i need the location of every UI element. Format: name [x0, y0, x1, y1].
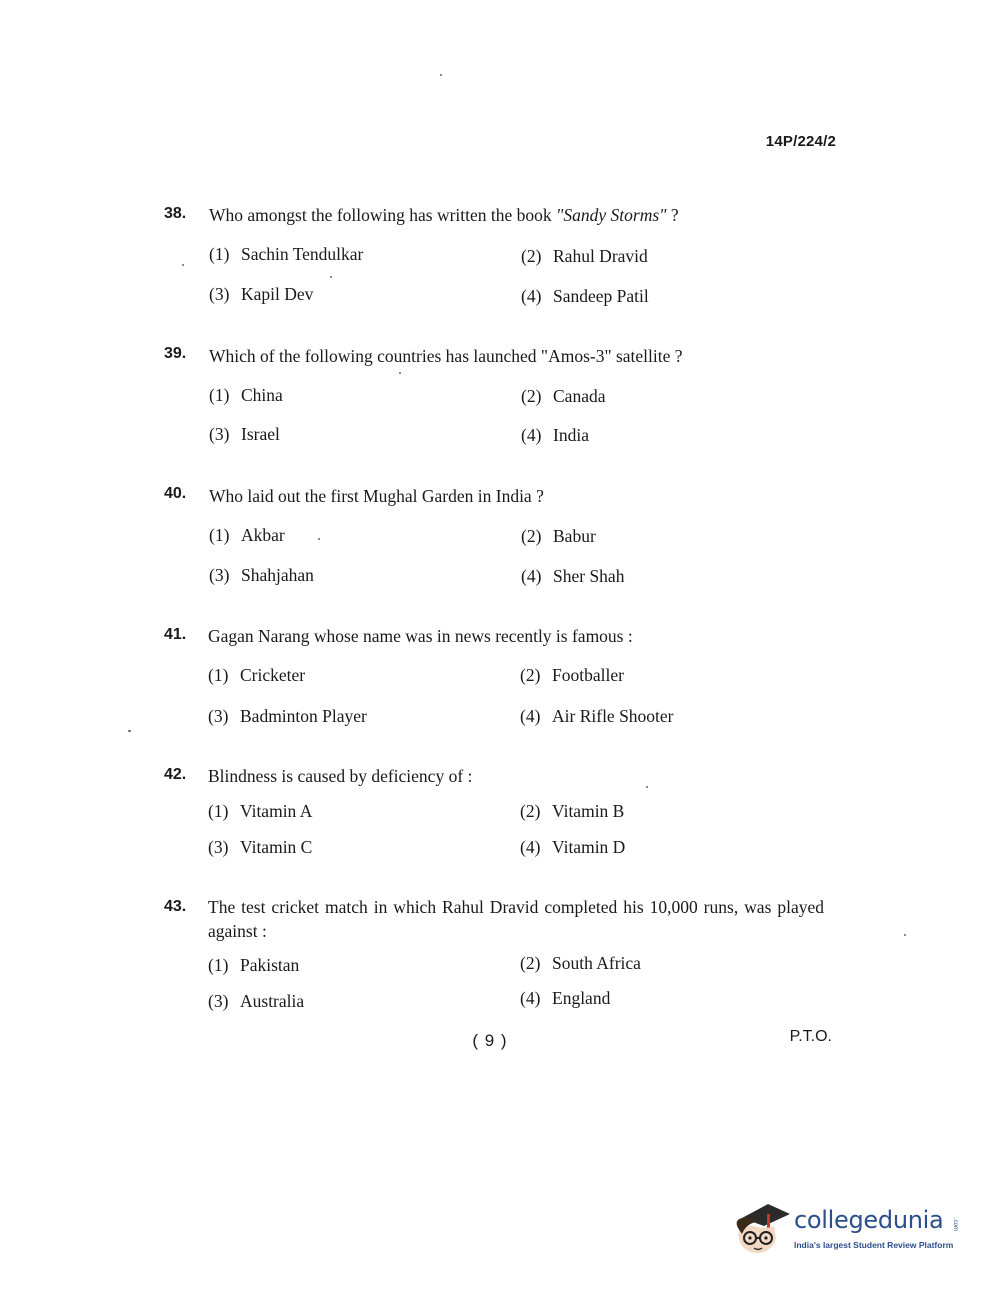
- question-number: 40.: [164, 485, 187, 502]
- book-title: "Sandy Storms": [556, 205, 667, 225]
- scan-speck: [440, 74, 442, 76]
- option-label: India: [553, 425, 589, 445]
- option: [521, 526, 596, 547]
- option: [209, 284, 313, 305]
- scan-speck: [904, 934, 906, 936]
- scan-speck: [330, 276, 332, 278]
- option: [208, 801, 312, 822]
- option-label: Pakistan: [240, 955, 300, 975]
- paper-code: 14P/224/2: [765, 133, 836, 150]
- option-number: (1): [209, 385, 230, 405]
- brand-domain: .com: [952, 1218, 958, 1232]
- question-text: The test cricket match in which Rahul Dravid completed his 10,000 runs, was played against :: [208, 897, 824, 941]
- option-number: (2): [521, 386, 542, 406]
- option-number: (1): [209, 244, 230, 264]
- option-label: Vitamin C: [240, 837, 313, 857]
- option-number: (1): [209, 525, 230, 545]
- pto-label: P.T.O.: [789, 1028, 832, 1045]
- option-label: England: [552, 988, 611, 1008]
- question-text-part: ?: [666, 205, 679, 225]
- option-number: (4): [521, 425, 542, 445]
- option-number: (2): [520, 665, 541, 685]
- option: [521, 386, 605, 407]
- option-number: (4): [520, 988, 541, 1008]
- option: [208, 706, 367, 727]
- brand-name: collegedunia: [794, 1206, 944, 1234]
- option-label: Footballer: [552, 665, 624, 685]
- scan-speck: [182, 264, 184, 266]
- option-label: South Africa: [552, 953, 641, 973]
- option: [209, 525, 285, 546]
- question-text-part: Who amongst the following has written the book: [209, 205, 557, 225]
- option: [208, 991, 304, 1012]
- option-label: Babur: [553, 526, 596, 546]
- option: [521, 286, 649, 307]
- option-label: Vitamin D: [552, 837, 626, 857]
- question-number: 39.: [164, 345, 187, 362]
- question-number: 43.: [164, 898, 187, 915]
- option-number: (3): [208, 991, 229, 1011]
- option-label: Shahjahan: [241, 565, 314, 585]
- question-text: Who laid out the first Mughal Garden in India ?: [209, 486, 544, 506]
- option-number: (3): [208, 706, 229, 726]
- option-number: (4): [520, 837, 541, 857]
- option-number: (1): [208, 665, 229, 685]
- option-label: Akbar: [241, 525, 285, 545]
- option-label: Israel: [241, 424, 280, 444]
- option: [208, 837, 312, 858]
- question-number: 38.: [164, 205, 187, 222]
- option-label: Canada: [553, 386, 606, 406]
- option-label: Badminton Player: [240, 706, 367, 726]
- option-label: Air Rifle Shooter: [552, 706, 674, 726]
- option-number: (2): [521, 246, 542, 266]
- option-label: Vitamin A: [240, 801, 313, 821]
- option: [209, 244, 363, 265]
- option-label: Sandeep Patil: [553, 286, 649, 306]
- option: [521, 566, 624, 587]
- scan-speck: [646, 786, 648, 788]
- option-label: Kapil Dev: [241, 284, 314, 304]
- option: [520, 988, 610, 1009]
- option: [521, 246, 648, 267]
- option: [208, 665, 305, 686]
- option-label: Australia: [240, 991, 305, 1011]
- question-number: 41.: [164, 626, 187, 643]
- option-label: China: [241, 385, 283, 405]
- option-number: (3): [209, 565, 230, 585]
- option-number: (4): [521, 286, 542, 306]
- option: [209, 565, 314, 586]
- option-number: (4): [520, 706, 541, 726]
- collegedunia-watermark: [734, 1196, 962, 1262]
- page-number: ( 9 ): [472, 1031, 508, 1050]
- option: [520, 953, 641, 974]
- option: [520, 801, 624, 822]
- option: [521, 425, 589, 446]
- option-number: (3): [209, 284, 230, 304]
- option: [520, 837, 625, 858]
- option-number: (4): [521, 566, 542, 586]
- question-text: Which of the following countries has launched "Amos-3" satellite ?: [209, 346, 683, 366]
- option-number: (3): [209, 424, 230, 444]
- question-number: 42.: [164, 766, 187, 783]
- scan-speck: [318, 538, 320, 540]
- question-text: Blindness is caused by deficiency of :: [208, 766, 473, 786]
- option: [209, 424, 280, 445]
- question-text: [209, 203, 825, 227]
- option: [520, 706, 674, 727]
- option-label: Rahul Dravid: [553, 246, 648, 266]
- question-text: Gagan Narang whose name was in news recently is famous :: [208, 626, 633, 646]
- option-label: Sachin Tendulkar: [241, 244, 364, 264]
- option: [208, 955, 299, 976]
- option: [520, 665, 624, 686]
- option-label: Cricketer: [240, 665, 306, 685]
- scan-speck: [399, 372, 401, 374]
- option-number: (2): [520, 953, 541, 973]
- brand-tagline: India's largest Student Review Platform: [794, 1240, 954, 1250]
- option-number: (2): [520, 801, 541, 821]
- option-number: (1): [208, 955, 229, 975]
- option: [209, 385, 283, 406]
- graduate-face-icon: [734, 1196, 792, 1258]
- option-number: (3): [208, 837, 229, 857]
- option-label: Vitamin B: [552, 801, 625, 821]
- option-number: (2): [521, 526, 542, 546]
- option-number: (1): [208, 801, 229, 821]
- scan-speck: [128, 730, 131, 732]
- option-label: Sher Shah: [553, 566, 625, 586]
